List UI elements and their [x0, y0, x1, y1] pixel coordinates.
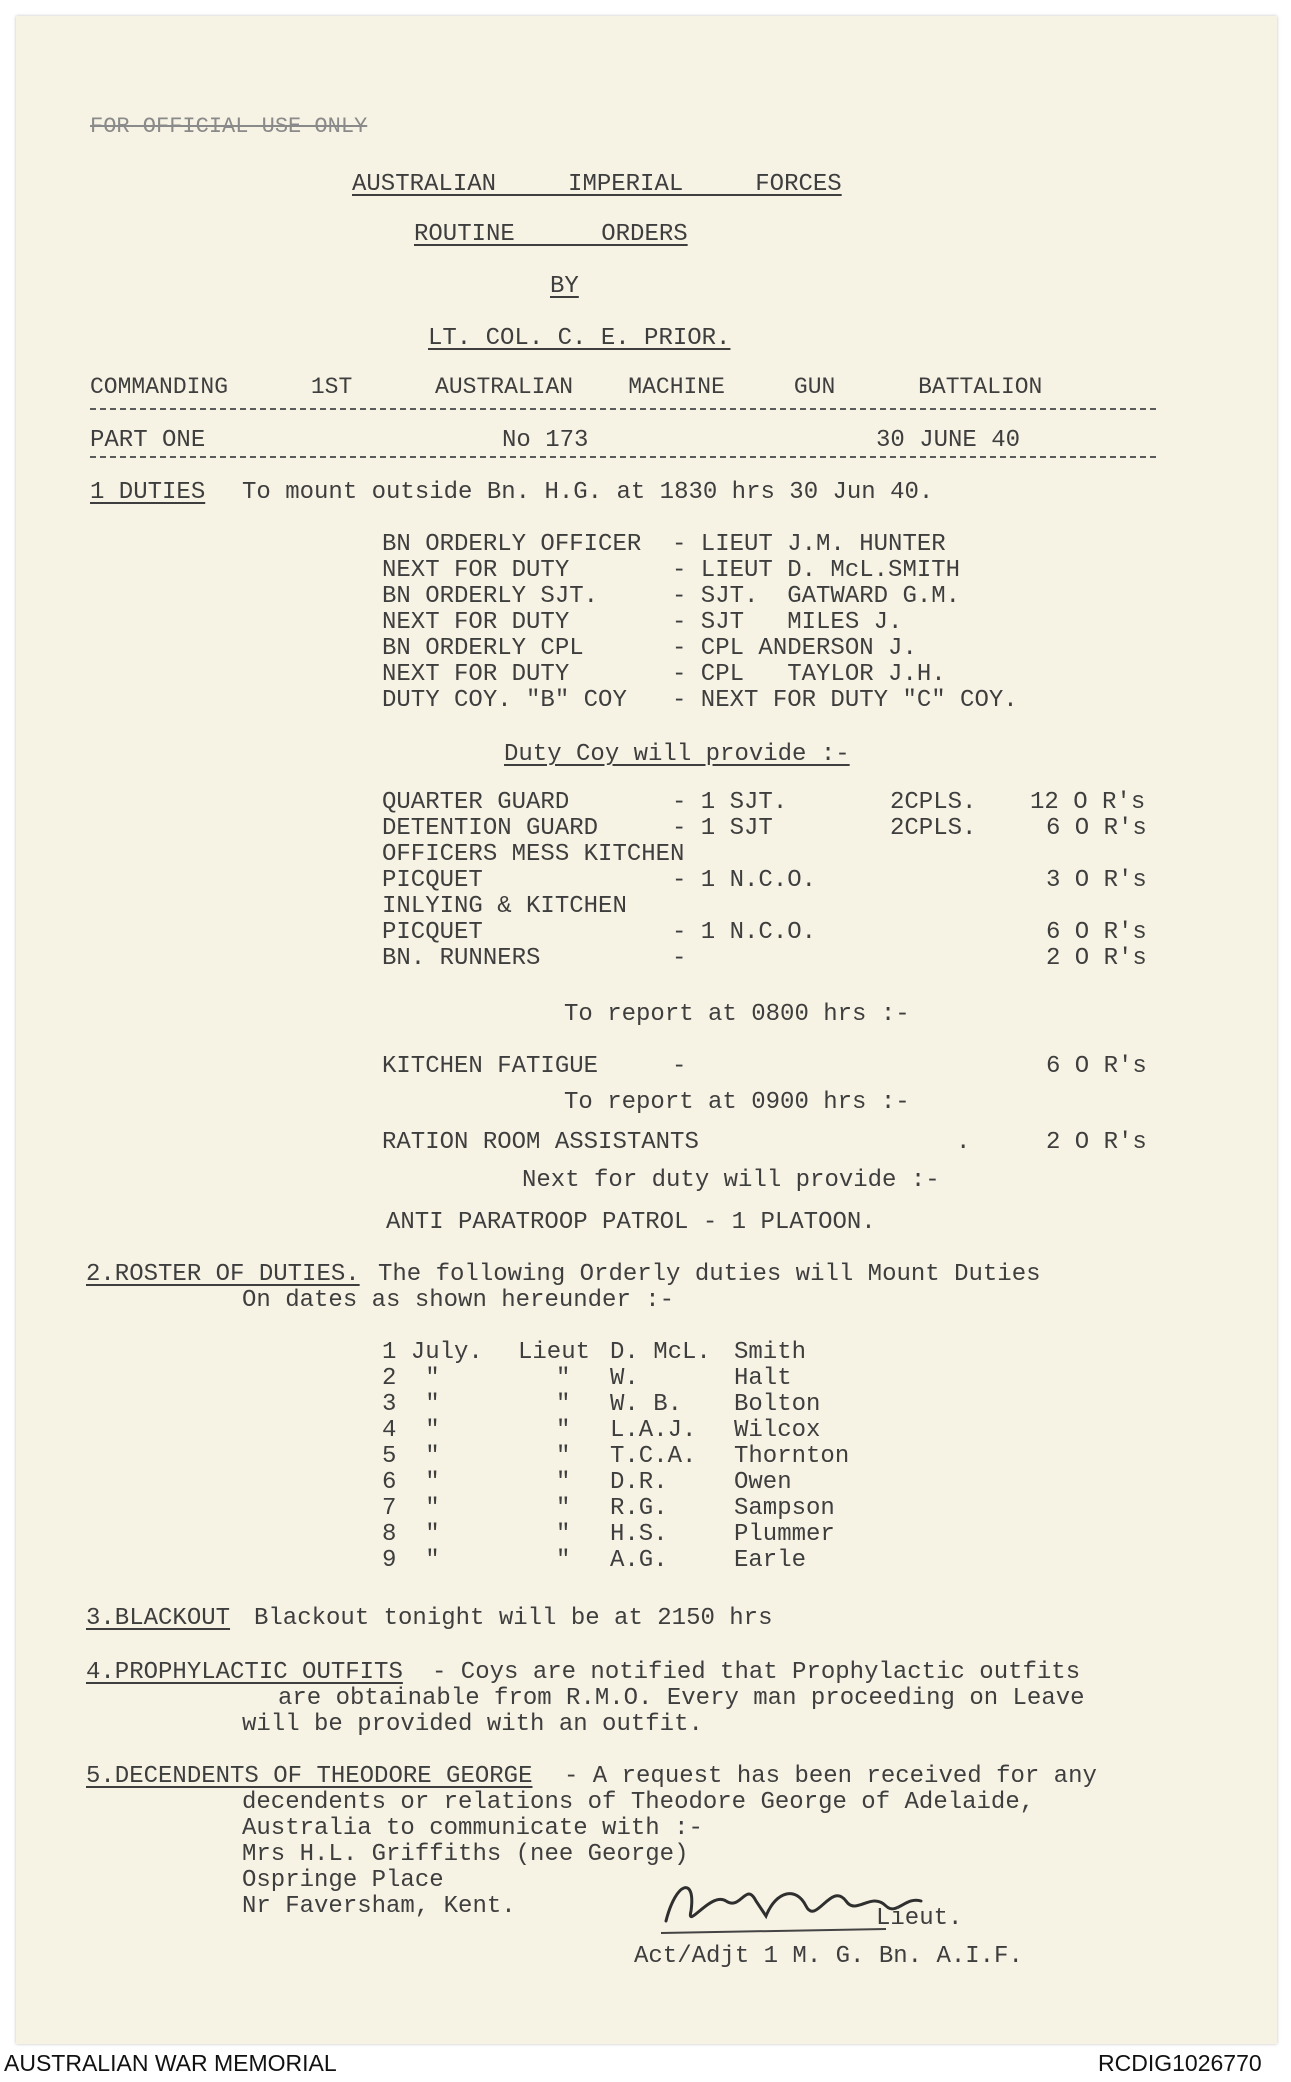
roster-rank: " [556, 1365, 571, 1392]
part-label: PART ONE [90, 427, 206, 454]
duty-role: NEXT FOR DUTY [382, 661, 570, 688]
signature-rank: Lieut. [876, 1905, 963, 1932]
guard-c: 2 O R's [1046, 945, 1147, 972]
roster-date: 3 " [382, 1391, 440, 1418]
guard-a: - [672, 945, 687, 972]
guard-name: PICQUET [382, 919, 483, 946]
provide-heading: Duty Coy will provide :- [504, 741, 850, 768]
duty-name: - LIEUT D. McL.SMITH [672, 557, 961, 584]
roster-name: Smith [734, 1339, 807, 1366]
guard-name: DETENTION GUARD [382, 815, 599, 842]
guard-c: 6 O R's [1046, 919, 1147, 946]
duty-role: NEXT FOR DUTY [382, 609, 570, 636]
roster-name: Wilcox [734, 1417, 821, 1444]
roster-initials: W. B. [610, 1391, 683, 1418]
descendents-line-4: Mrs H.L. Griffiths (nee George) [242, 1841, 689, 1868]
roster-name: Earle [734, 1547, 807, 1574]
duties-heading: 1 DUTIES [90, 479, 206, 506]
roster-initials: D.R. [610, 1469, 668, 1496]
roster-initials: L.A.J. [610, 1417, 697, 1444]
roster-date: 1 July. [382, 1339, 483, 1366]
guard-name: INLYING & KITCHEN [382, 893, 627, 920]
order-number: No 173 [502, 427, 589, 454]
title-line-5: COMMANDING 1ST AUSTRALIAN MACHINE GUN BATTALION [90, 374, 1043, 400]
duty-name: - SJT. GATWARD G.M. [672, 583, 961, 610]
guard-a: - 1 SJT [672, 815, 773, 842]
roster-name: Thornton [734, 1443, 850, 1470]
title-line-3: BY [550, 273, 579, 300]
roster-initials: H.S. [610, 1521, 668, 1548]
roster-rank: " [556, 1417, 571, 1444]
kitchen-fatigue: KITCHEN FATIGUE [382, 1053, 599, 1080]
guard-a: - 1 N.C.O. [672, 867, 817, 894]
roster-text-2: On dates as shown hereunder :- [242, 1287, 675, 1314]
roster-rank: " [556, 1443, 571, 1470]
duty-name: - CPL ANDERSON J. [672, 635, 917, 662]
roster-rank: " [556, 1469, 571, 1496]
anti-paratroop: ANTI PARATROOP PATROL - 1 PLATOON. [386, 1209, 876, 1236]
guard-name: BN. RUNNERS [382, 945, 541, 972]
duty-name: - SJT MILES J. [672, 609, 903, 636]
roster-name: Sampson [734, 1495, 835, 1522]
order-date: 30 JUNE 40 [876, 427, 1021, 454]
roster-date: 2 " [382, 1365, 440, 1392]
descendents-line-6: Nr Faversham, Kent. [242, 1893, 516, 1920]
roster-name: Plummer [734, 1521, 835, 1548]
guard-name: QUARTER GUARD [382, 789, 570, 816]
title-line-2: ROUTINE ORDERS [414, 221, 688, 248]
roster-name: Owen [734, 1469, 792, 1496]
roster-initials: R.G. [610, 1495, 668, 1522]
roster-rank: " [556, 1391, 571, 1418]
roster-date: 9 " [382, 1547, 440, 1574]
roster-date: 8 " [382, 1521, 440, 1548]
roster-initials: T.C.A. [610, 1443, 697, 1470]
roster-rank: Lieut [518, 1339, 591, 1366]
blackout-text: Blackout tonight will be at 2150 hrs [254, 1605, 773, 1632]
roster-date: 7 " [382, 1495, 440, 1522]
roster-initials: D. McL. [610, 1339, 711, 1366]
ration-count: 2 O R's [1046, 1129, 1147, 1156]
kitchen-dash: - [672, 1053, 687, 1080]
ration-room: RATION ROOM ASSISTANTS [382, 1129, 699, 1156]
roster-name: Halt [734, 1365, 792, 1392]
duty-role: BN ORDERLY SJT. [382, 583, 599, 610]
header-rule-1 [90, 408, 1156, 410]
guard-a: - 1 N.C.O. [672, 919, 817, 946]
guard-a: - 1 SJT. [672, 789, 788, 816]
document-page [16, 16, 1277, 2044]
duty-role: DUTY COY. "B" COY [382, 687, 627, 714]
roster-rank: " [556, 1547, 571, 1574]
ration-dot: . [956, 1129, 971, 1156]
header-rule-2 [90, 456, 1156, 458]
descendents-line-5: Ospringe Place [242, 1867, 444, 1894]
footer-reference: RCDIG1026770 [1098, 2050, 1262, 2076]
duty-role: NEXT FOR DUTY [382, 557, 570, 584]
descendents-heading: 5.DECENDENTS OF THEODORE GEORGE [86, 1763, 533, 1790]
roster-heading: 2.ROSTER OF DUTIES. [86, 1261, 360, 1288]
kitchen-count: 6 O R's [1046, 1053, 1147, 1080]
descendents-line-2: decendents or relations of Theodore George of Adelaide, [242, 1789, 1035, 1816]
roster-date: 5 " [382, 1443, 440, 1470]
descendents-line-3: Australia to communicate with :- [242, 1815, 703, 1842]
roster-date: 6 " [382, 1469, 440, 1496]
roster-rank: " [556, 1521, 571, 1548]
duties-intro: To mount outside Bn. H.G. at 1830 hrs 30 Jun 40. [242, 479, 934, 506]
guard-name: OFFICERS MESS KITCHEN [382, 841, 685, 868]
duty-name: - LIEUT J.M. HUNTER [672, 531, 946, 558]
report-0900: To report at 0900 hrs :- [564, 1089, 910, 1116]
prophylactic-line-2: are obtainable from R.M.O. Every man proceeding on Leave [278, 1685, 1085, 1712]
prophylactic-heading: 4.PROPHYLACTIC OUTFITS [86, 1659, 403, 1686]
title-line-4: LT. COL. C. E. PRIOR. [428, 325, 731, 352]
guard-c: 3 O R's [1046, 867, 1147, 894]
duty-name: - NEXT FOR DUTY "C" COY. [672, 687, 1018, 714]
descendents-line-1: - A request has been received for any [564, 1763, 1097, 1790]
roster-initials: A.G. [610, 1547, 668, 1574]
prophylactic-line-1: - Coys are notified that Prophylactic outfits [432, 1659, 1081, 1686]
blackout-heading: 3.BLACKOUT [86, 1605, 231, 1632]
roster-name: Bolton [734, 1391, 821, 1418]
prophylactic-line-3: will be provided with an outfit. [242, 1711, 703, 1738]
duty-name: - CPL TAYLOR J.H. [672, 661, 946, 688]
classification-stamp: FOR OFFICIAL USE ONLY [90, 114, 368, 139]
roster-text-1: The following Orderly duties will Mount Duties [378, 1261, 1041, 1288]
signature-title: Act/Adjt 1 M. G. Bn. A.I.F. [634, 1943, 1023, 1970]
roster-rank: " [556, 1495, 571, 1522]
guard-c: 6 O R's [1046, 815, 1147, 842]
roster-initials: W. [610, 1365, 639, 1392]
duty-role: BN ORDERLY OFFICER [382, 531, 642, 558]
guard-name: PICQUET [382, 867, 483, 894]
guard-b: 2CPLS. [890, 789, 977, 816]
guard-c: 12 O R's [1030, 789, 1146, 816]
title-line-1: AUSTRALIAN IMPERIAL FORCES [352, 171, 842, 198]
footer-archive: AUSTRALIAN WAR MEMORIAL [4, 2050, 337, 2076]
report-0800: To report at 0800 hrs :- [564, 1001, 910, 1028]
next-for-duty-provide: Next for duty will provide :- [522, 1167, 940, 1194]
guard-b: 2CPLS. [890, 815, 977, 842]
roster-date: 4 " [382, 1417, 440, 1444]
duty-role: BN ORDERLY CPL [382, 635, 584, 662]
